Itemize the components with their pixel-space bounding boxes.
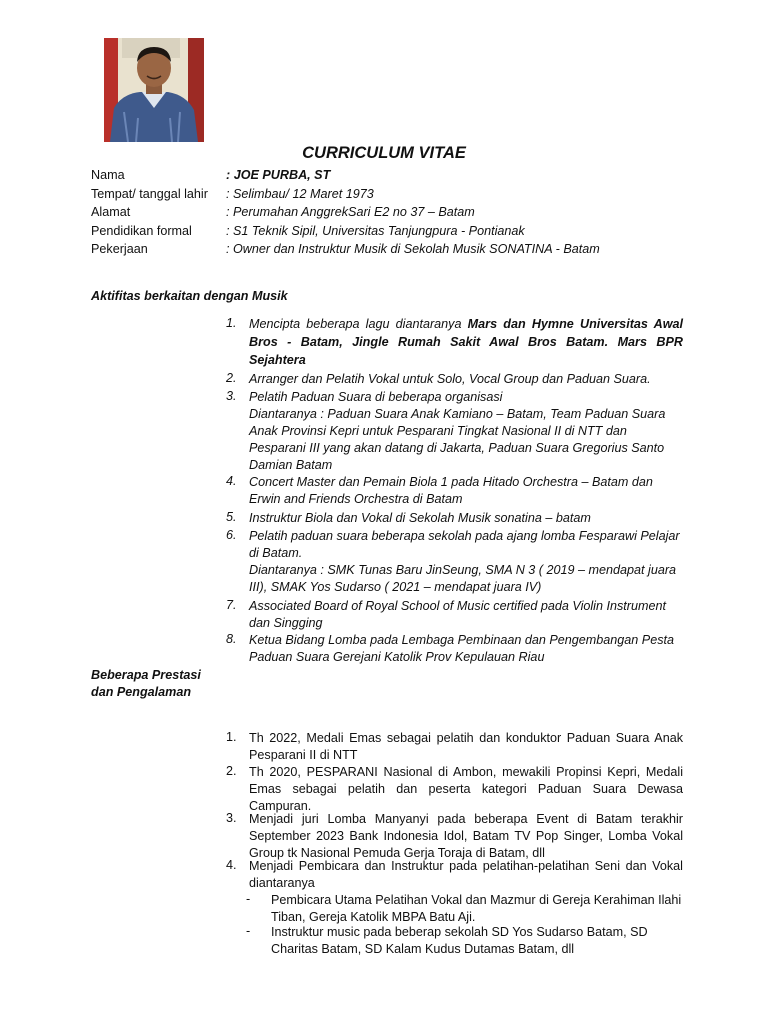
achievement-number: 2. <box>226 764 237 778</box>
activity-text: Concert Master dan Pemain Biola 1 pada Hitado Orchestra – Batam dan Erwin and Friends Orchestra di Batam <box>249 475 653 506</box>
activity-number: 2. <box>226 371 237 385</box>
activity-number: 3. <box>226 389 237 403</box>
activity-text: Associated Board of Royal School of Music certified pada Violin Instrument dan Singging <box>249 599 666 630</box>
activity-text: Arranger dan Pelatih Vokal untuk Solo, Vocal Group dan Paduan Suara. <box>249 372 651 386</box>
achievement-text: Menjadi juri Lomba Manyanyi pada beberapa Event di Batam terakhir September 2023 Bank Indonesia Idol, Batam TV Pop Singer, Lomba Vokal Group tk Nasional Pemuda Gerja Toraja di Batam, dll <box>249 812 683 860</box>
birth-value: : Selimbau/ 12 Maret 1973 <box>226 187 374 201</box>
activity-text: Instruktur Biola dan Vokal di Sekolah Musik sonatina – batam <box>249 511 591 525</box>
activity-number: 5. <box>226 510 237 524</box>
activity-number: 6. <box>226 528 237 542</box>
name-label: Nama <box>91 168 125 182</box>
activity-subtext: Diantaranya : SMK Tunas Baru JinSeung, SMA N 3 ( 2019 – mendapat juara III), SMAK Yos Sudarso ( 2021 – mendapat juara IV) <box>249 563 677 594</box>
activity-number: 4. <box>226 474 237 488</box>
activity-subtext: Diantaranya : Paduan Suara Anak Kamiano – Batam, Team Paduan Suara Anak Provinsi Kepri untuk Pesparani Tingkat Nasional II di NTT dan Pesparani III yang akan datang di Jakarta, Paduan Suara Gregorius Santo Damian Batam <box>249 407 666 472</box>
activity-number: 7. <box>226 598 237 612</box>
birth-label: Tempat/ tanggal lahir <box>91 187 208 201</box>
education-label: Pendidikan formal <box>91 224 192 238</box>
activities-heading: Aktifitas berkaitan dengan Musik <box>91 289 288 303</box>
occupation-value: : Owner dan Instruktur Musik di Sekolah Musik SONATINA - Batam <box>226 242 600 256</box>
profile-photo <box>104 38 204 142</box>
achievement-number: 3. <box>226 811 237 825</box>
activity-number: 1. <box>226 316 237 330</box>
achievements-heading: Beberapa Prestasi <box>91 668 201 682</box>
activity-number: 8. <box>226 632 237 646</box>
achievement-number: 1. <box>226 730 237 744</box>
activity-text: Pelatih Paduan Suara di beberapa organisasi <box>249 390 503 404</box>
achievement-text: Th 2020, PESPARANI Nasional di Ambon, mewakili Propinsi Kepri, Medali Emas sebagai pelatih dan peserta kategori Paduan Suara Dewasa Campuran. <box>249 765 683 813</box>
activity-item <box>249 315 683 369</box>
activity-highlight: Mars dan Hymne Universitas Awal Bros - Batam, Jingle Rumah Sakit Awal Bros Batam. Mars BPR Sejahtera <box>249 317 683 367</box>
education-value: : S1 Teknik Sipil, Universitas Tanjungpura - Pontianak <box>226 224 525 238</box>
name-value: : JOE PURBA, ST <box>226 168 331 182</box>
bullet-dash: - <box>246 892 251 906</box>
achievement-text: Menjadi Pembicara dan Instruktur pada pelatihan-pelatihan Seni dan Vokal diantaranya <box>249 859 683 890</box>
achievement-subitem: Pembicara Utama Pelatihan Vokal dan Mazmur di Gereja Kerahiman Ilahi Tiban, Gereja Katolik MBPA Batu Aji. <box>271 893 682 924</box>
address-label: Alamat <box>91 205 131 219</box>
occupation-label: Pekerjaan <box>91 242 148 256</box>
achievements-heading: dan Pengalaman <box>91 685 192 699</box>
bullet-dash: - <box>246 924 251 938</box>
page-title: CURRICULUM VITAE <box>302 144 466 162</box>
achievement-subitem: Instruktur music pada beberap sekolah SD Yos Sudarso Batam, SD Charitas Batam, SD Kalam Kudus Dutamas Batam, dll <box>271 925 648 956</box>
activity-text: Pelatih paduan suara beberapa sekolah pada ajang lomba Fesparawi Pelajar di Batam. <box>249 529 680 560</box>
activity-text: Mencipta beberapa lagu diantaranya <box>249 317 468 331</box>
achievement-number: 4. <box>226 858 237 872</box>
activity-text: Ketua Bidang Lomba pada Lembaga Pembinaan dan Pengembangan Pesta Paduan Suara Gerejani Katolik Prov Kepulauan Riau <box>249 633 675 664</box>
achievement-text: Th 2022, Medali Emas sebagai pelatih dan konduktor Paduan Suara Anak Pesparani II di NTT <box>249 731 683 762</box>
address-value: : Perumahan AnggrekSari E2 no 37 – Batam <box>226 205 475 219</box>
